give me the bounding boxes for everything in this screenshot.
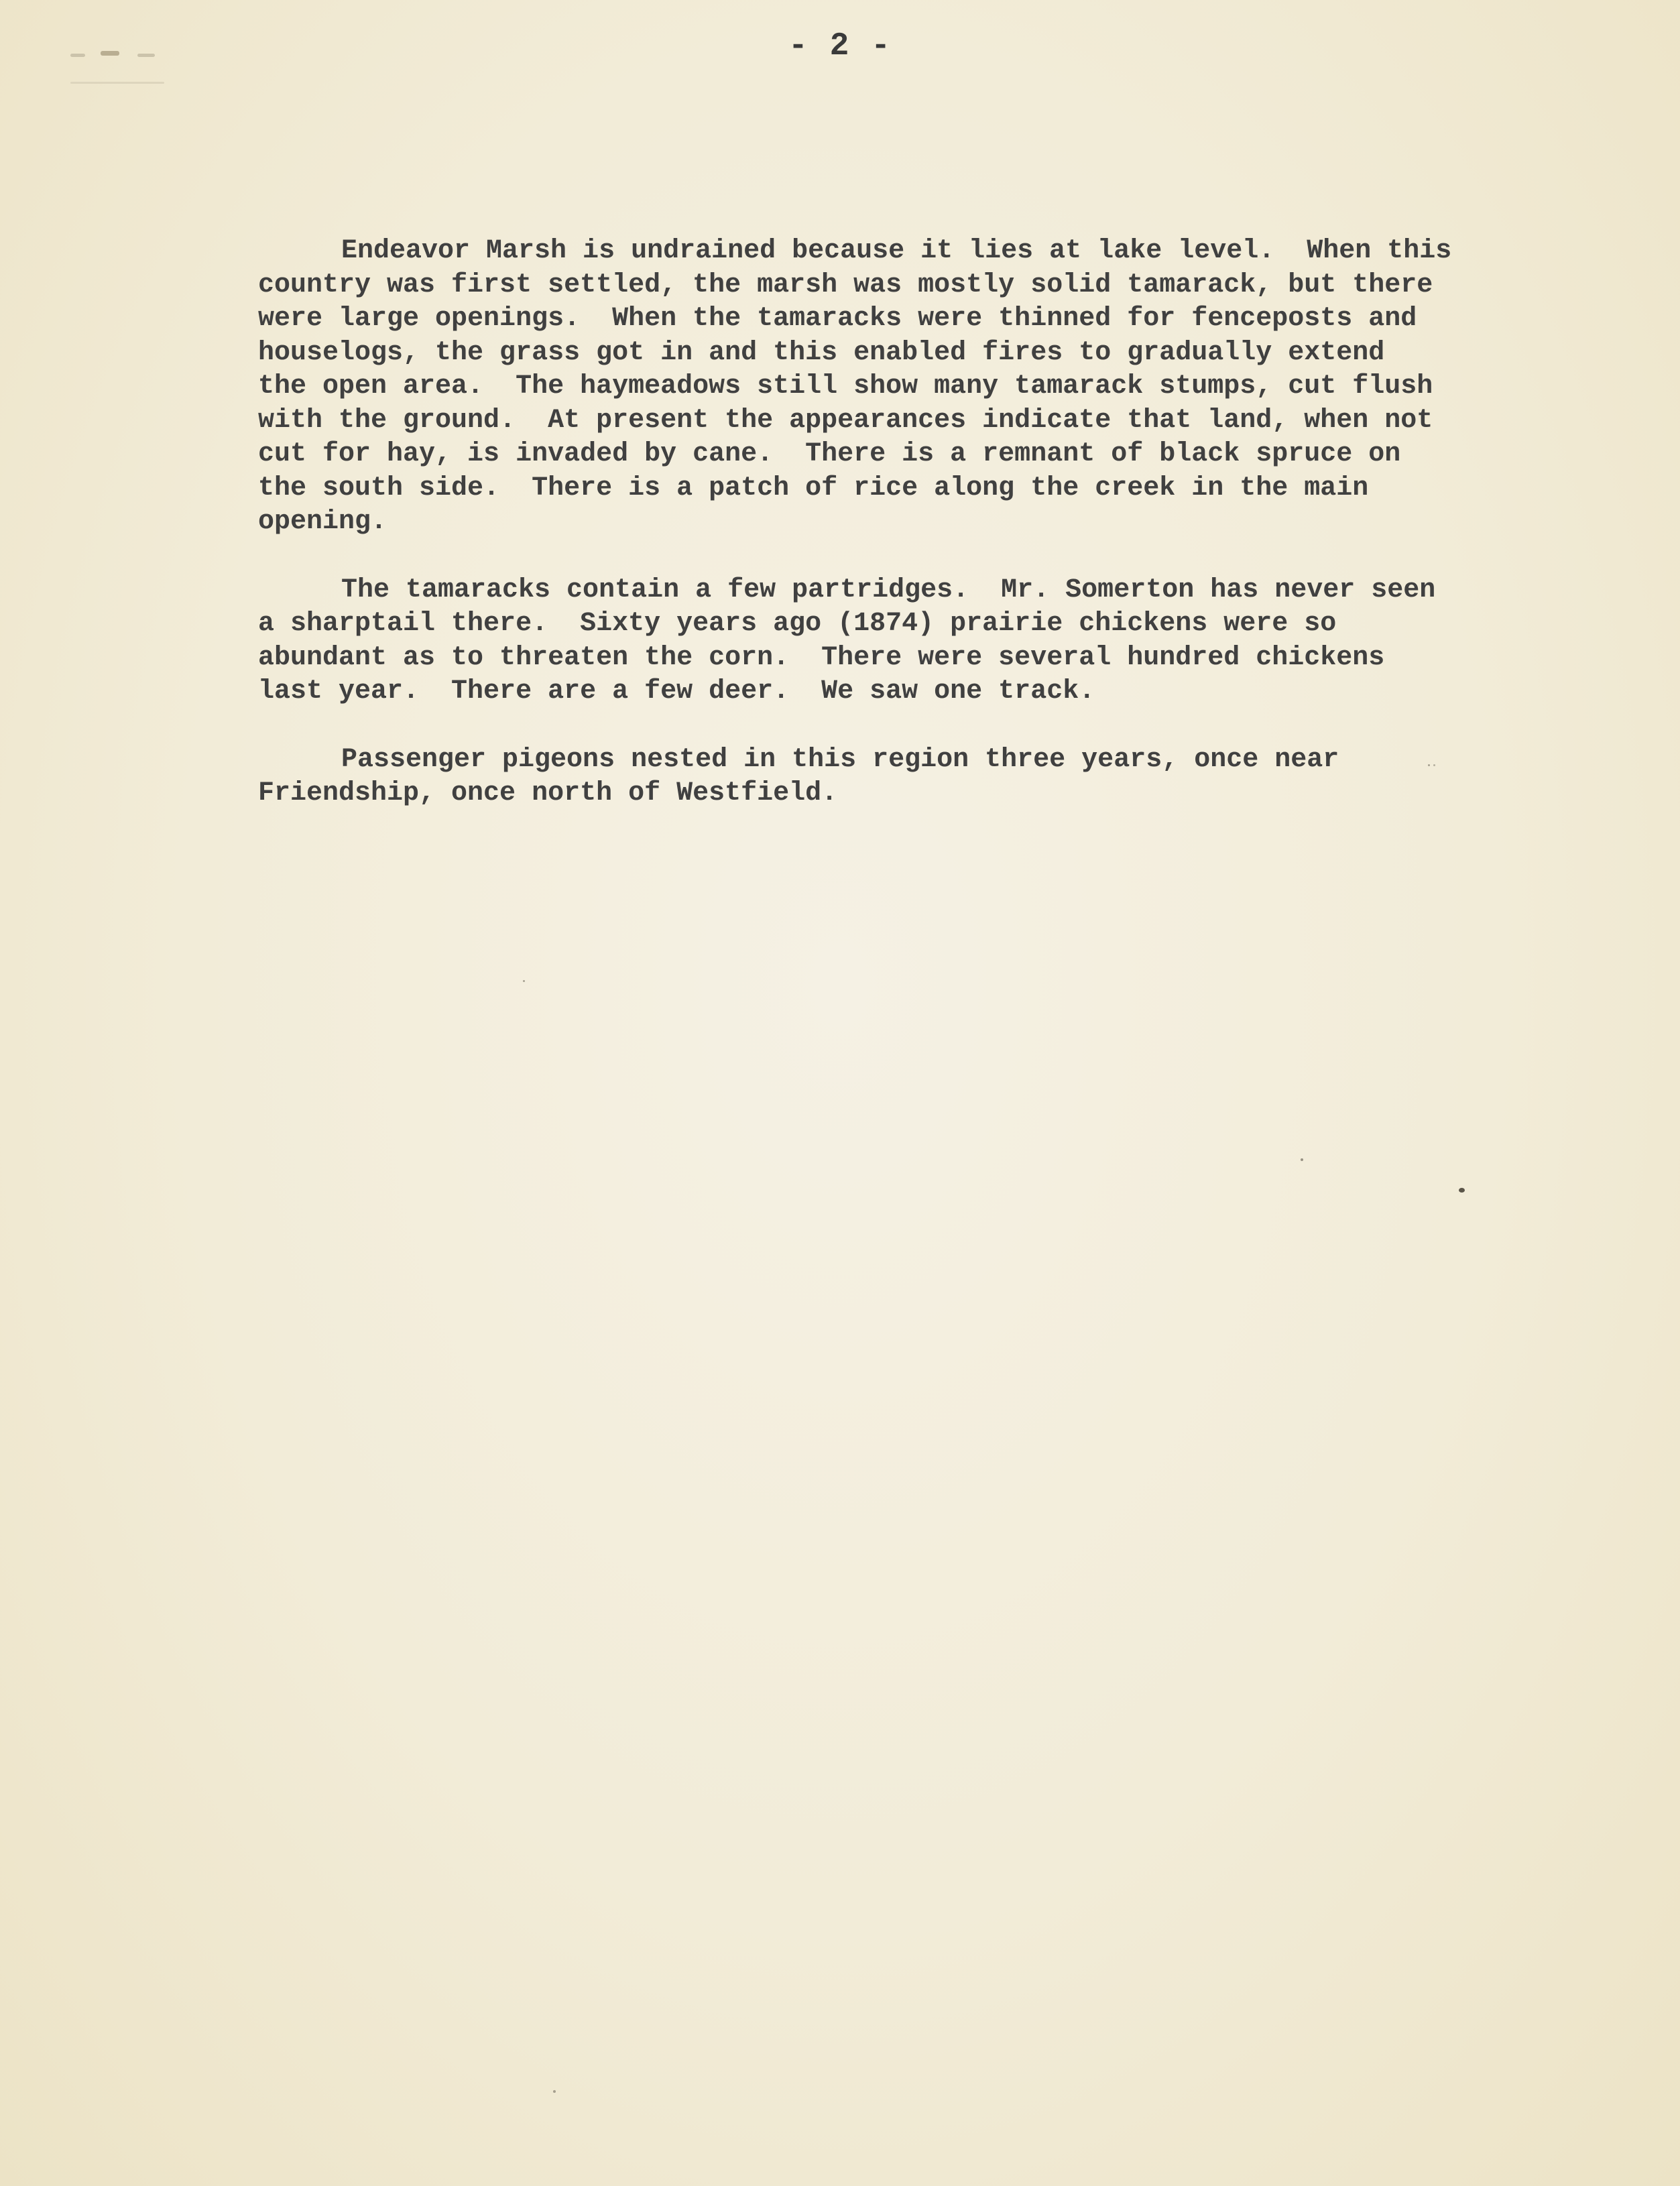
text-line: country was first settled, the marsh was mostly solid tamarack, but there	[258, 269, 1433, 300]
text-line: last year. There are a few deer. We saw one track.	[258, 676, 1095, 707]
paper-speck	[523, 980, 525, 982]
text-line: a sharptail there. Sixty years ago (1874) prairie chickens were so	[258, 609, 1337, 639]
text-line: the open area. The haymeadows still show many tamarack stumps, cut flush	[258, 371, 1433, 402]
text-line: cut for hay, is invaded by cane. There is a remnant of black spruce on	[258, 439, 1401, 469]
paragraph-2	[258, 574, 1505, 709]
paper-speck	[553, 2090, 556, 2093]
text-line: abundant as to threaten the corn. There were several hundred chickens	[258, 642, 1385, 673]
text-line: with the ground. At present the appearances indicate that land, when not	[258, 405, 1433, 436]
text-line: Passenger pigeons nested in this region three years, once near	[341, 744, 1339, 775]
paragraph-3	[258, 743, 1505, 811]
paper-speck	[1428, 764, 1430, 766]
paper-speck	[1301, 1158, 1303, 1161]
typed-body	[258, 235, 1505, 845]
text-line: The tamaracks contain a few partridges. Mr. Somerton has never seen	[341, 574, 1436, 605]
text-line: were large openings. When the tamaracks were thinned for fenceposts and	[258, 304, 1417, 334]
text-line: opening.	[258, 507, 387, 537]
text-line: the south side. There is a patch of rice along the creek in the main	[258, 473, 1369, 503]
text-line: Endeavor Marsh is undrained because it lies at lake level. When this	[341, 236, 1452, 266]
paragraph-1	[258, 235, 1505, 540]
page-number: - 2 -	[788, 28, 892, 64]
text-line: houselogs, the grass got in and this enabled fires to gradually extend	[258, 337, 1385, 368]
paper-speck	[1459, 1188, 1465, 1193]
paper-speck	[1433, 764, 1435, 766]
text-line: Friendship, once north of Westfield.	[258, 778, 838, 808]
